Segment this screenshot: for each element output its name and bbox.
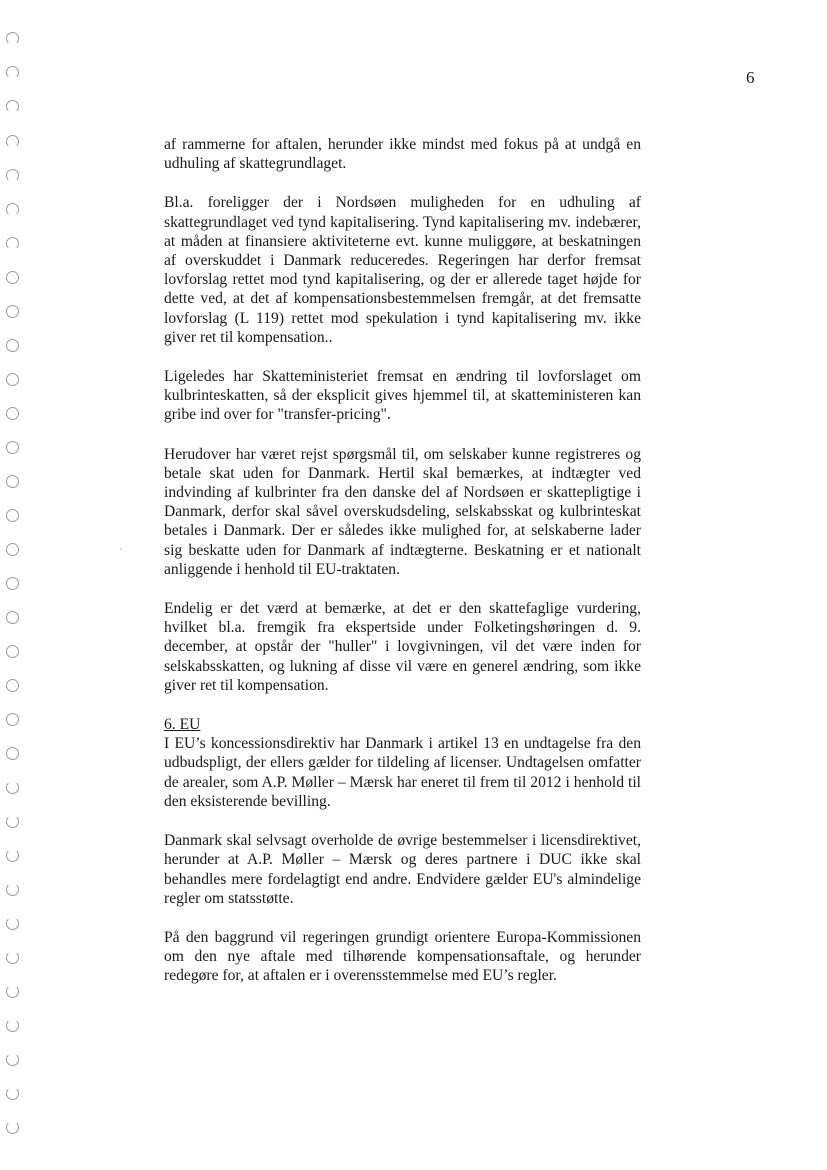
binder-hole: [6, 66, 19, 79]
binder-hole: [6, 135, 19, 148]
binder-hole: [6, 407, 19, 420]
binder-hole: [6, 32, 19, 45]
binder-hole: [6, 883, 19, 896]
binder-hole: [6, 237, 19, 250]
paragraph: På den baggrund vil regeringen grundigt orientere Europa-Kommissionen om den nye aftale med tilhørende kompensationsaftale, og herunder redegøre for, at aftalen er i overensstemmelse med EU’s regler.: [164, 928, 641, 985]
binder-hole: [6, 1121, 19, 1134]
paragraph: Herudover har været rejst spørgsmål til, om selskaber kunne registreres og betale skat uden for Danmark. Hertil skal bemærkes, at indtægter ved indvinding af kulbrinter fra den danske del af Nordsøen er skattepligtige i Danmark, derfor skal såvel overskudsdeling, selskabsskat og kulbrinteskat betales i Danmark. Der er således ikke mulighed for, at selskaberne lader sig beskatte uden for Danmark af indtægterne. Beskatning er et nationalt anliggende i henhold til EU-traktaten.: [164, 445, 641, 578]
binder-hole: [6, 849, 19, 862]
section-heading: 6. EU: [164, 716, 201, 734]
binder-hole: [6, 611, 19, 624]
paragraph: Bl.a. foreligger der i Nordsøen muligheden for en udhuling af skattegrundlaget ved tynd kapitalisering. Tynd kapitalisering mv. indebærer, at måden at finansiere aktiviteterne evt. kunne muliggøre, at beskatningen af overskuddet i Danmark reduceredes. Regeringen har derfor fremsat lovforslag rettet mod tynd kapitalisering, og der er allerede taget højde for dette ved, at det af kompensationsbestemmelsen fremgår, at det fremsatte lovforslag (L 119) rettet mod spekulation i tynd kapitalisering mv. ikke giver ret til kompensation..: [164, 194, 641, 346]
binder-hole: [6, 951, 19, 964]
binder-hole: [6, 169, 19, 182]
binder-hole: [6, 577, 19, 590]
binder-hole: [6, 475, 19, 488]
binder-hole: [6, 373, 19, 386]
paragraph: Ligeledes har Skatteministeriet fremsat en ændring til lovforslaget om kulbrinteskatten, så der eksplicit gives hjemmel til, at skatteministeren kan gribe ind over for "transfer-pricing".: [164, 368, 641, 424]
binder-hole: [6, 100, 19, 113]
binder-hole: [6, 509, 19, 522]
binder-hole: [6, 781, 19, 794]
binder-hole: [6, 713, 19, 726]
binder-hole: [6, 543, 19, 556]
scan-speck: [120, 548, 122, 550]
binder-hole: [6, 985, 19, 998]
paragraph: af rammerne for aftalen, herunder ikke mindst med fokus på at undgå en udhuling af skattegrundlaget.: [164, 136, 641, 173]
binder-hole: [6, 1019, 19, 1032]
paragraph: Danmark skal selvsagt overholde de øvrige bestemmelser i licensdirektivet, herunder at A.P. Møller – Mærsk og deres partnere i DUC ikke skal behandles mere fordelagtigt end andre. Endvidere gælder EU's almindelige regler om statsstøtte.: [164, 832, 641, 907]
document-body: [164, 135, 641, 1006]
binder-holes: [6, 28, 28, 1163]
binder-hole: [6, 441, 19, 454]
binder-hole: [6, 1053, 19, 1066]
binder-hole: [6, 1087, 19, 1100]
binder-hole: [6, 679, 19, 692]
paragraph: Endelig er det værd at bemærke, at det er den skattefaglige vurdering, hvilket bl.a. fremgik fra ekspertside under Folketingshøringen d. 9. december, at opstår der "huller" i lovgivningen, vil det være inden for selskabsskatten, og lukning af disse vil være en generel ændring, som ikke giver ret til kompensation.: [164, 600, 641, 694]
binder-hole: [6, 645, 19, 658]
binder-hole: [6, 747, 19, 760]
binder-hole: [6, 305, 19, 318]
page-number: 6: [746, 68, 755, 87]
paragraph: I EU’s koncessionsdirektiv har Danmark i artikel 13 en undtagelse fra den udbudspligt, der ellers gælder for tildeling af licenser. Undtagelsen omfatter de arealer, som A.P. Møller – Mærsk har eneret til frem til 2012 i henhold til den eksisterende bevilling.: [164, 735, 641, 810]
binder-hole: [6, 203, 19, 216]
binder-hole: [6, 271, 19, 284]
binder-hole: [6, 917, 19, 930]
binder-hole: [6, 815, 19, 828]
binder-hole: [6, 339, 19, 352]
